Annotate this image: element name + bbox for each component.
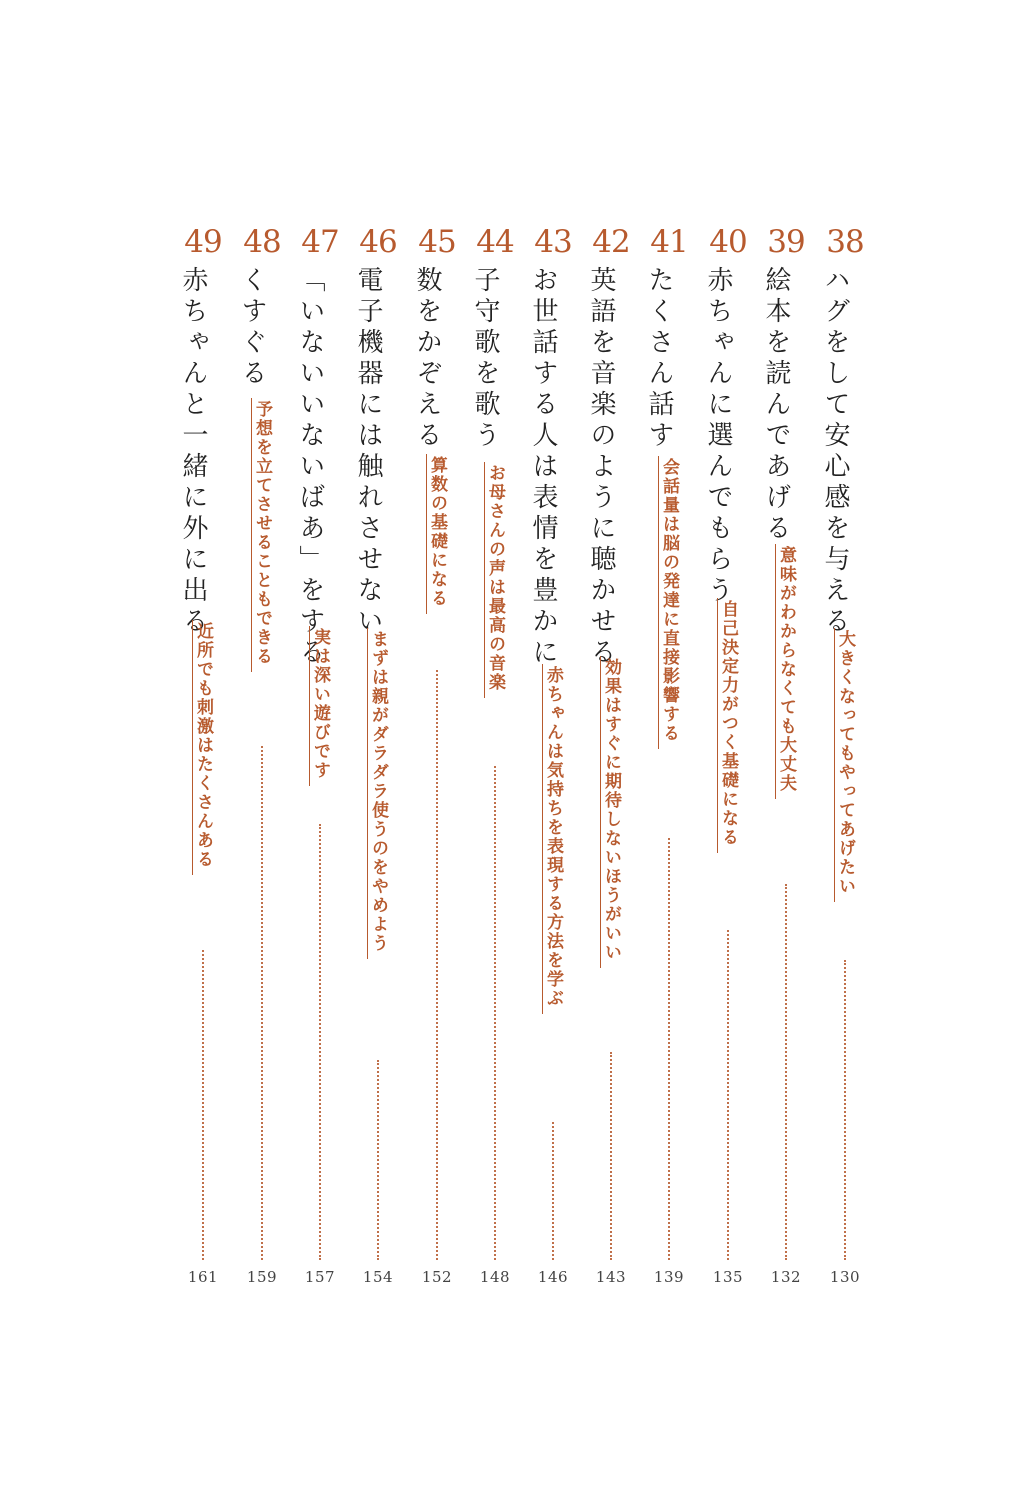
toc-entry-45[interactable]: [408, 222, 466, 1297]
page-number: 139: [653, 1268, 685, 1286]
entry-subtitle: 算数の基礎になる: [426, 454, 451, 614]
dotted-leader: [610, 1052, 612, 1260]
entry-number: 42: [592, 224, 630, 260]
toc-entry-39[interactable]: [757, 222, 815, 1297]
page-number: 161: [187, 1268, 219, 1286]
entry-subtitle: 赤ちゃんは気持ちを表現する方法を学ぶ: [542, 664, 567, 1014]
entry-title: たくさん話す: [644, 266, 674, 452]
entry-title: 赤ちゃんと一緒に外に出る: [178, 266, 208, 638]
entry-number: 44: [476, 224, 514, 260]
toc-entry-43[interactable]: [524, 222, 582, 1297]
page-number: 132: [770, 1268, 802, 1286]
page-number: 159: [246, 1268, 278, 1286]
entry-subtitle: 会話量は脳の発達に直接影響する: [658, 456, 683, 749]
entry-number: 39: [767, 224, 805, 260]
dotted-leader: [552, 1122, 554, 1260]
toc-entry-41[interactable]: [640, 222, 698, 1297]
toc-entry-46[interactable]: [349, 222, 407, 1297]
entry-subtitle: 効果はすぐに期待しないほうがいい: [600, 656, 625, 968]
entry-title: お世話する人は表情を豊かに: [528, 266, 558, 669]
dotted-leader: [202, 950, 204, 1260]
toc-entry-44[interactable]: [466, 222, 524, 1297]
entry-title: 電子機器には触れさせない: [353, 266, 383, 638]
dotted-leader: [494, 766, 496, 1260]
entry-title: 赤ちゃんに選んでもらう: [703, 266, 733, 607]
entry-subtitle: お母さんの声は最高の音楽: [484, 462, 509, 698]
entry-subtitle: 自己決定力がつく基礎になる: [717, 598, 742, 853]
toc-entry-38[interactable]: [816, 222, 874, 1297]
entry-title: 「いないいないばあ」をする: [295, 266, 325, 669]
entry-number: 38: [826, 224, 864, 260]
page-number: 154: [362, 1268, 394, 1286]
entry-number: 48: [243, 224, 281, 260]
entry-subtitle: 実は深い遊びです: [309, 626, 334, 786]
dotted-leader: [785, 884, 787, 1260]
page-number: 135: [712, 1268, 744, 1286]
dotted-leader: [261, 746, 263, 1260]
dotted-leader: [319, 824, 321, 1260]
entry-number: 46: [359, 224, 397, 260]
toc-entry-40[interactable]: [699, 222, 757, 1297]
toc-entry-47[interactable]: [291, 222, 349, 1297]
entry-number: 43: [534, 224, 572, 260]
entry-title: 英語を音楽のように聴かせる: [586, 266, 616, 669]
dotted-leader: [844, 960, 846, 1260]
entry-subtitle: 予想を立てさせることもできる: [251, 398, 276, 672]
page-number: 130: [829, 1268, 861, 1286]
entry-subtitle: 意味がわからなくても大丈夫: [775, 544, 800, 799]
page-number: 157: [304, 1268, 336, 1286]
page-number: 146: [537, 1268, 569, 1286]
dotted-leader: [436, 670, 438, 1260]
toc-entry-49[interactable]: [174, 222, 232, 1297]
entry-title: 子守歌を歌う: [470, 266, 500, 452]
entry-subtitle: 近所でも刺激はたくさんある: [192, 620, 217, 875]
entry-title: くすぐる: [237, 266, 267, 390]
dotted-leader: [377, 1060, 379, 1260]
toc-entry-42[interactable]: [582, 222, 640, 1297]
entry-subtitle: まずは親がダラダラ使うのをやめよう: [367, 628, 392, 959]
entry-number: 45: [418, 224, 456, 260]
entry-title: 絵本を読んであげる: [761, 266, 791, 545]
page-number: 152: [421, 1268, 453, 1286]
page-number: 143: [595, 1268, 627, 1286]
dotted-leader: [727, 930, 729, 1260]
entry-number: 40: [709, 224, 747, 260]
entry-number: 41: [650, 224, 688, 260]
entry-title: 数をかぞえる: [412, 266, 442, 452]
entry-number: 47: [301, 224, 339, 260]
dotted-leader: [668, 838, 670, 1260]
page-number: 148: [479, 1268, 511, 1286]
entry-title: ハグをして安心感を与える: [820, 266, 850, 638]
entry-subtitle: 大きくなってもやってあげたい: [834, 628, 859, 902]
toc-entry-48[interactable]: [233, 222, 291, 1297]
entry-number: 49: [184, 224, 222, 260]
